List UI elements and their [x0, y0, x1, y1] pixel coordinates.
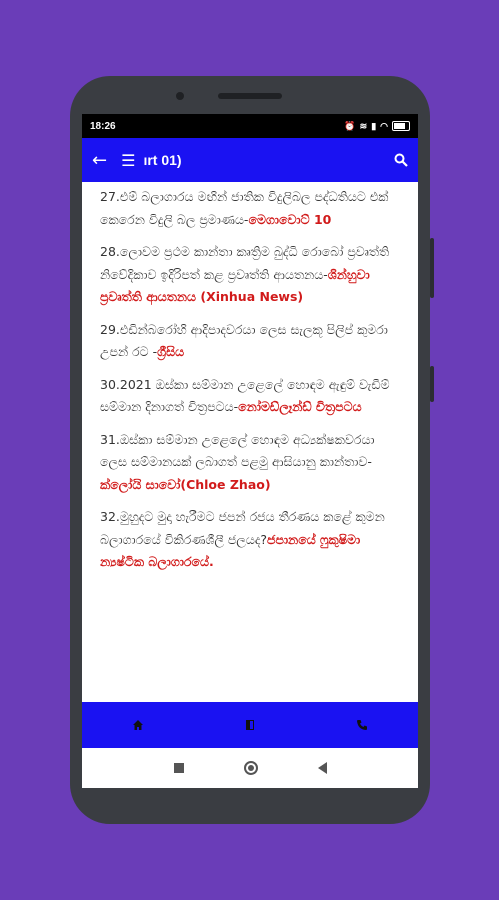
- recents-button[interactable]: [174, 763, 184, 773]
- home-button[interactable]: [244, 761, 258, 775]
- question-text: 30.2021 ඔස්කා සම්මාන උළෙලේ හොඳම ඇඳුම් වැඩීම් සම්මාන දිනාගත් චිත්‍රපටය-: [100, 376, 390, 414]
- question-text: 31.ඔස්කා සම්මාන උළෙලේ හොඳම අධ්‍යක්ෂකවරයා ලෙස සම්මානයක් ලබාගත් පළමු ආසියානු කාන්තාව-: [100, 431, 375, 469]
- bottom-nav: [82, 702, 418, 748]
- book-icon[interactable]: [235, 710, 265, 740]
- signal-icon: ▮: [371, 120, 377, 131]
- front-camera: [176, 92, 184, 100]
- phone-frame: [70, 76, 430, 824]
- earpiece-speaker: [218, 93, 282, 99]
- power-button: [430, 366, 434, 402]
- phone-icon[interactable]: [347, 710, 377, 740]
- system-nav-bar: [82, 748, 418, 788]
- alarm-icon: ⏰: [344, 120, 356, 131]
- answer-text: නෝමඩ්ලෑන්ඩ් චිත්‍රපටය: [238, 399, 362, 414]
- question-text: 28.ලොවම ප්‍රථම කාන්තා කෘත්‍රිම බුද්ධි රොබෝ ප්‍රවෘත්ති නිවේදිකාව ඉදිරිපත් කළ ප්‍රවෘත්ති ආයතනය-: [100, 244, 390, 282]
- screen: [82, 114, 418, 788]
- volume-button: [430, 238, 434, 298]
- vibrate-icon: ≋: [359, 120, 368, 131]
- page-title: ırt 01): [143, 152, 182, 168]
- question-list[interactable]: [82, 182, 418, 698]
- home-icon[interactable]: [123, 710, 153, 740]
- status-bar: [82, 114, 418, 138]
- list-item: [100, 186, 400, 231]
- back-arrow-icon[interactable]: ←: [92, 149, 108, 171]
- question-text: 29.එඩින්බරෝහි ආදිපාදවරයා ලෙස සැලකූ පිලිප් කුමරා උපන් රට -: [100, 321, 388, 359]
- status-icons: [344, 121, 410, 132]
- list-item: [100, 374, 400, 419]
- wifi-icon: ◠: [380, 120, 388, 131]
- question-text: 32.මුහුදට මුදා හැරීමට ජපන් රජය තීරණය කළේ කුමන බලාගාරයේ විකිරණශීලී ජලයද?: [100, 509, 385, 547]
- search-icon[interactable]: [394, 153, 408, 167]
- answer-text: මෙගාවොට් 10: [248, 211, 332, 227]
- list-item: [100, 319, 400, 364]
- back-button[interactable]: [318, 762, 327, 774]
- list-item: [100, 241, 400, 309]
- answer-text: ජපානයේ ෆුකුෂිමා න්‍යෂ්ටික බලාගාරයේ.: [100, 531, 361, 569]
- status-time: 18:26: [90, 120, 116, 132]
- answer-text: ග්‍රීසිය: [157, 344, 185, 359]
- question-text: 27.එම් බලාගාරය මඟින් ජාතික විදුලිබල පද්ධතියට එක් කෙරෙන විදුලි බල ප්‍රමාණය-: [100, 189, 389, 227]
- list-item: [100, 429, 400, 497]
- battery-icon: [392, 121, 410, 131]
- list-item: [100, 506, 400, 574]
- menu-icon[interactable]: ☰: [121, 150, 136, 170]
- answer-text: ශින්හුවා ප්‍රවෘත්ති ආයතනය (Xinhua News): [100, 266, 370, 304]
- answer-text: ක්ලෝයි සාවෝ(Chloe Zhao): [100, 476, 271, 492]
- app-bar: [82, 138, 418, 182]
